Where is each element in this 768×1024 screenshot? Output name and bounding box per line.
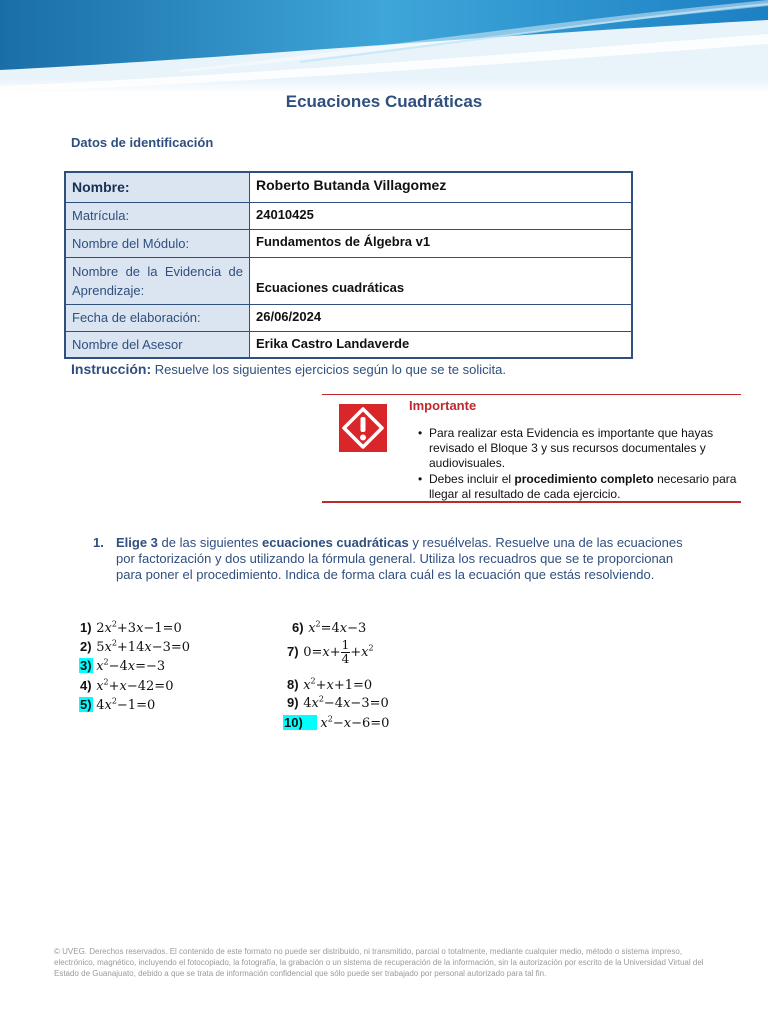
- important-bottom-rule: [322, 501, 741, 503]
- equation-5: [79, 697, 155, 713]
- equation-number: 8): [287, 677, 299, 693]
- equation-6: [291, 620, 366, 636]
- important-top-rule: [322, 394, 741, 395]
- bullet-icon: •: [418, 472, 423, 486]
- advisor-value: Erika Castro Landaverde: [250, 331, 633, 358]
- table-row: [65, 202, 632, 229]
- task-number: 1.: [93, 535, 104, 550]
- date-value: 26/06/2024: [250, 304, 633, 331]
- instruction-text: Resuelve los siguientes ejercicios según lo que se te solicita.: [154, 362, 506, 377]
- equation-number: 4): [80, 678, 92, 694]
- name-value: Roberto Butanda Villagomez: [250, 172, 633, 202]
- date-label: Fecha de elaboración:: [65, 304, 250, 331]
- header-banner: [0, 0, 768, 92]
- equation-3: [79, 658, 165, 674]
- equation-2: [79, 639, 190, 655]
- page-title: Ecuaciones Cuadráticas: [285, 92, 483, 111]
- matricula-value: 24010425: [250, 202, 633, 229]
- evidence-label: Nombre de la Evidencia de Aprendizaje:: [65, 257, 250, 304]
- table-row: [65, 172, 632, 202]
- task-text: Elige 3 de las siguientes ecuaciones cuadráticas y resuélvelas. Resuelve una de las ecuaciones por factorización y dos utilizando la fórmula general. Utiliza los recuadros que se te proporcionan para poner el procedimiento. Indica de forma clara cuál es la ecuación que estás resolviendo.: [116, 535, 683, 582]
- important-list: [418, 426, 738, 503]
- list-item: [418, 426, 738, 471]
- module-label: Nombre del Módulo:: [65, 229, 250, 257]
- equation-7: [286, 639, 374, 666]
- copyright-footer: © UVEG. Derechos reservados. El contenido de este formato no puede ser distribuido, ni transmitido, parcial o totalmente, mediante cualquier medio, método o sistema impreso, electrónico, magnético, incluyendo el fotocopiado, la fotografía, la grabación o un sistema de recuperación de la información, sin la autorización por escrito de la Universidad Virtual del Estado de Guanajuato, debido a que se trata de información confidencial que sólo puede ser trabajado por personal autorizado para tal fin.: [54, 947, 704, 978]
- equation-number: 7): [287, 644, 299, 659]
- equation-8: [286, 677, 372, 693]
- important-item-1: Para realizar esta Evidencia es importante que hayas revisado el Bloque 3 y sus recursos documentales y audiovisuales.: [429, 426, 714, 470]
- equation-formula: $4x^2-1=0$: [96, 697, 156, 714]
- module-value: Fundamentos de Álgebra v1: [250, 229, 633, 257]
- equation-formula: $x^2+x-42=0$: [96, 678, 174, 695]
- equation-formula: $5x^2+14x-3=0$: [96, 639, 191, 656]
- equation-9: [286, 695, 389, 711]
- table-row: [65, 257, 632, 304]
- task-1: [93, 535, 683, 583]
- warning-icon: [339, 404, 387, 452]
- equation-formula: $x^2+x+1=0$: [303, 677, 373, 694]
- equation-number: 2): [80, 639, 92, 655]
- list-item: [418, 472, 738, 502]
- important-item-2-bold: procedimiento completo: [514, 472, 654, 486]
- equation-formula: $x^2-4x=-3$: [96, 658, 166, 675]
- table-row: [65, 229, 632, 257]
- fraction: $\frac{1}{4}$: [341, 638, 350, 666]
- equation-number: 3): [80, 658, 92, 674]
- equation-formula: $4x^2-4x-3=0$: [303, 695, 389, 712]
- identification-heading: Datos de identificación: [71, 135, 214, 150]
- equation-number: 6): [292, 620, 304, 636]
- advisor-label: Nombre del Asesor: [65, 331, 250, 358]
- name-label: Nombre:: [65, 172, 250, 202]
- equation-number: 10): [283, 715, 317, 730]
- equation-number: 9): [287, 695, 299, 711]
- equation-4: [79, 678, 173, 694]
- matricula-label: Matrícula:: [65, 202, 250, 229]
- important-item-2-before: Debes incluir el: [429, 472, 515, 486]
- table-row: [65, 304, 632, 331]
- equation-number: 5): [80, 697, 92, 713]
- equation-formula: $x^2-x-6=0$: [320, 715, 390, 732]
- equation-formula: $x^2=4x-3$: [308, 620, 367, 637]
- important-item-2-after: necesario para llegar al resultado de cada ejercicio.: [429, 472, 737, 501]
- evidence-value: Ecuaciones cuadráticas: [250, 257, 633, 304]
- bullet-icon: •: [418, 426, 423, 440]
- table-row: [65, 331, 632, 358]
- equation-formula: $2x^2+3x-1=0$: [96, 620, 182, 637]
- instruction-label: Instrucción:: [71, 361, 152, 377]
- equation-1: [79, 620, 182, 636]
- equation-number: 1): [80, 620, 92, 636]
- equation-formula: 0=x+ $\frac{1}{4}$ $+x^2$: [303, 638, 374, 666]
- identification-table: [64, 171, 633, 359]
- equation-10: [283, 715, 389, 731]
- important-title: Importante: [409, 398, 477, 413]
- instruction: [71, 361, 506, 377]
